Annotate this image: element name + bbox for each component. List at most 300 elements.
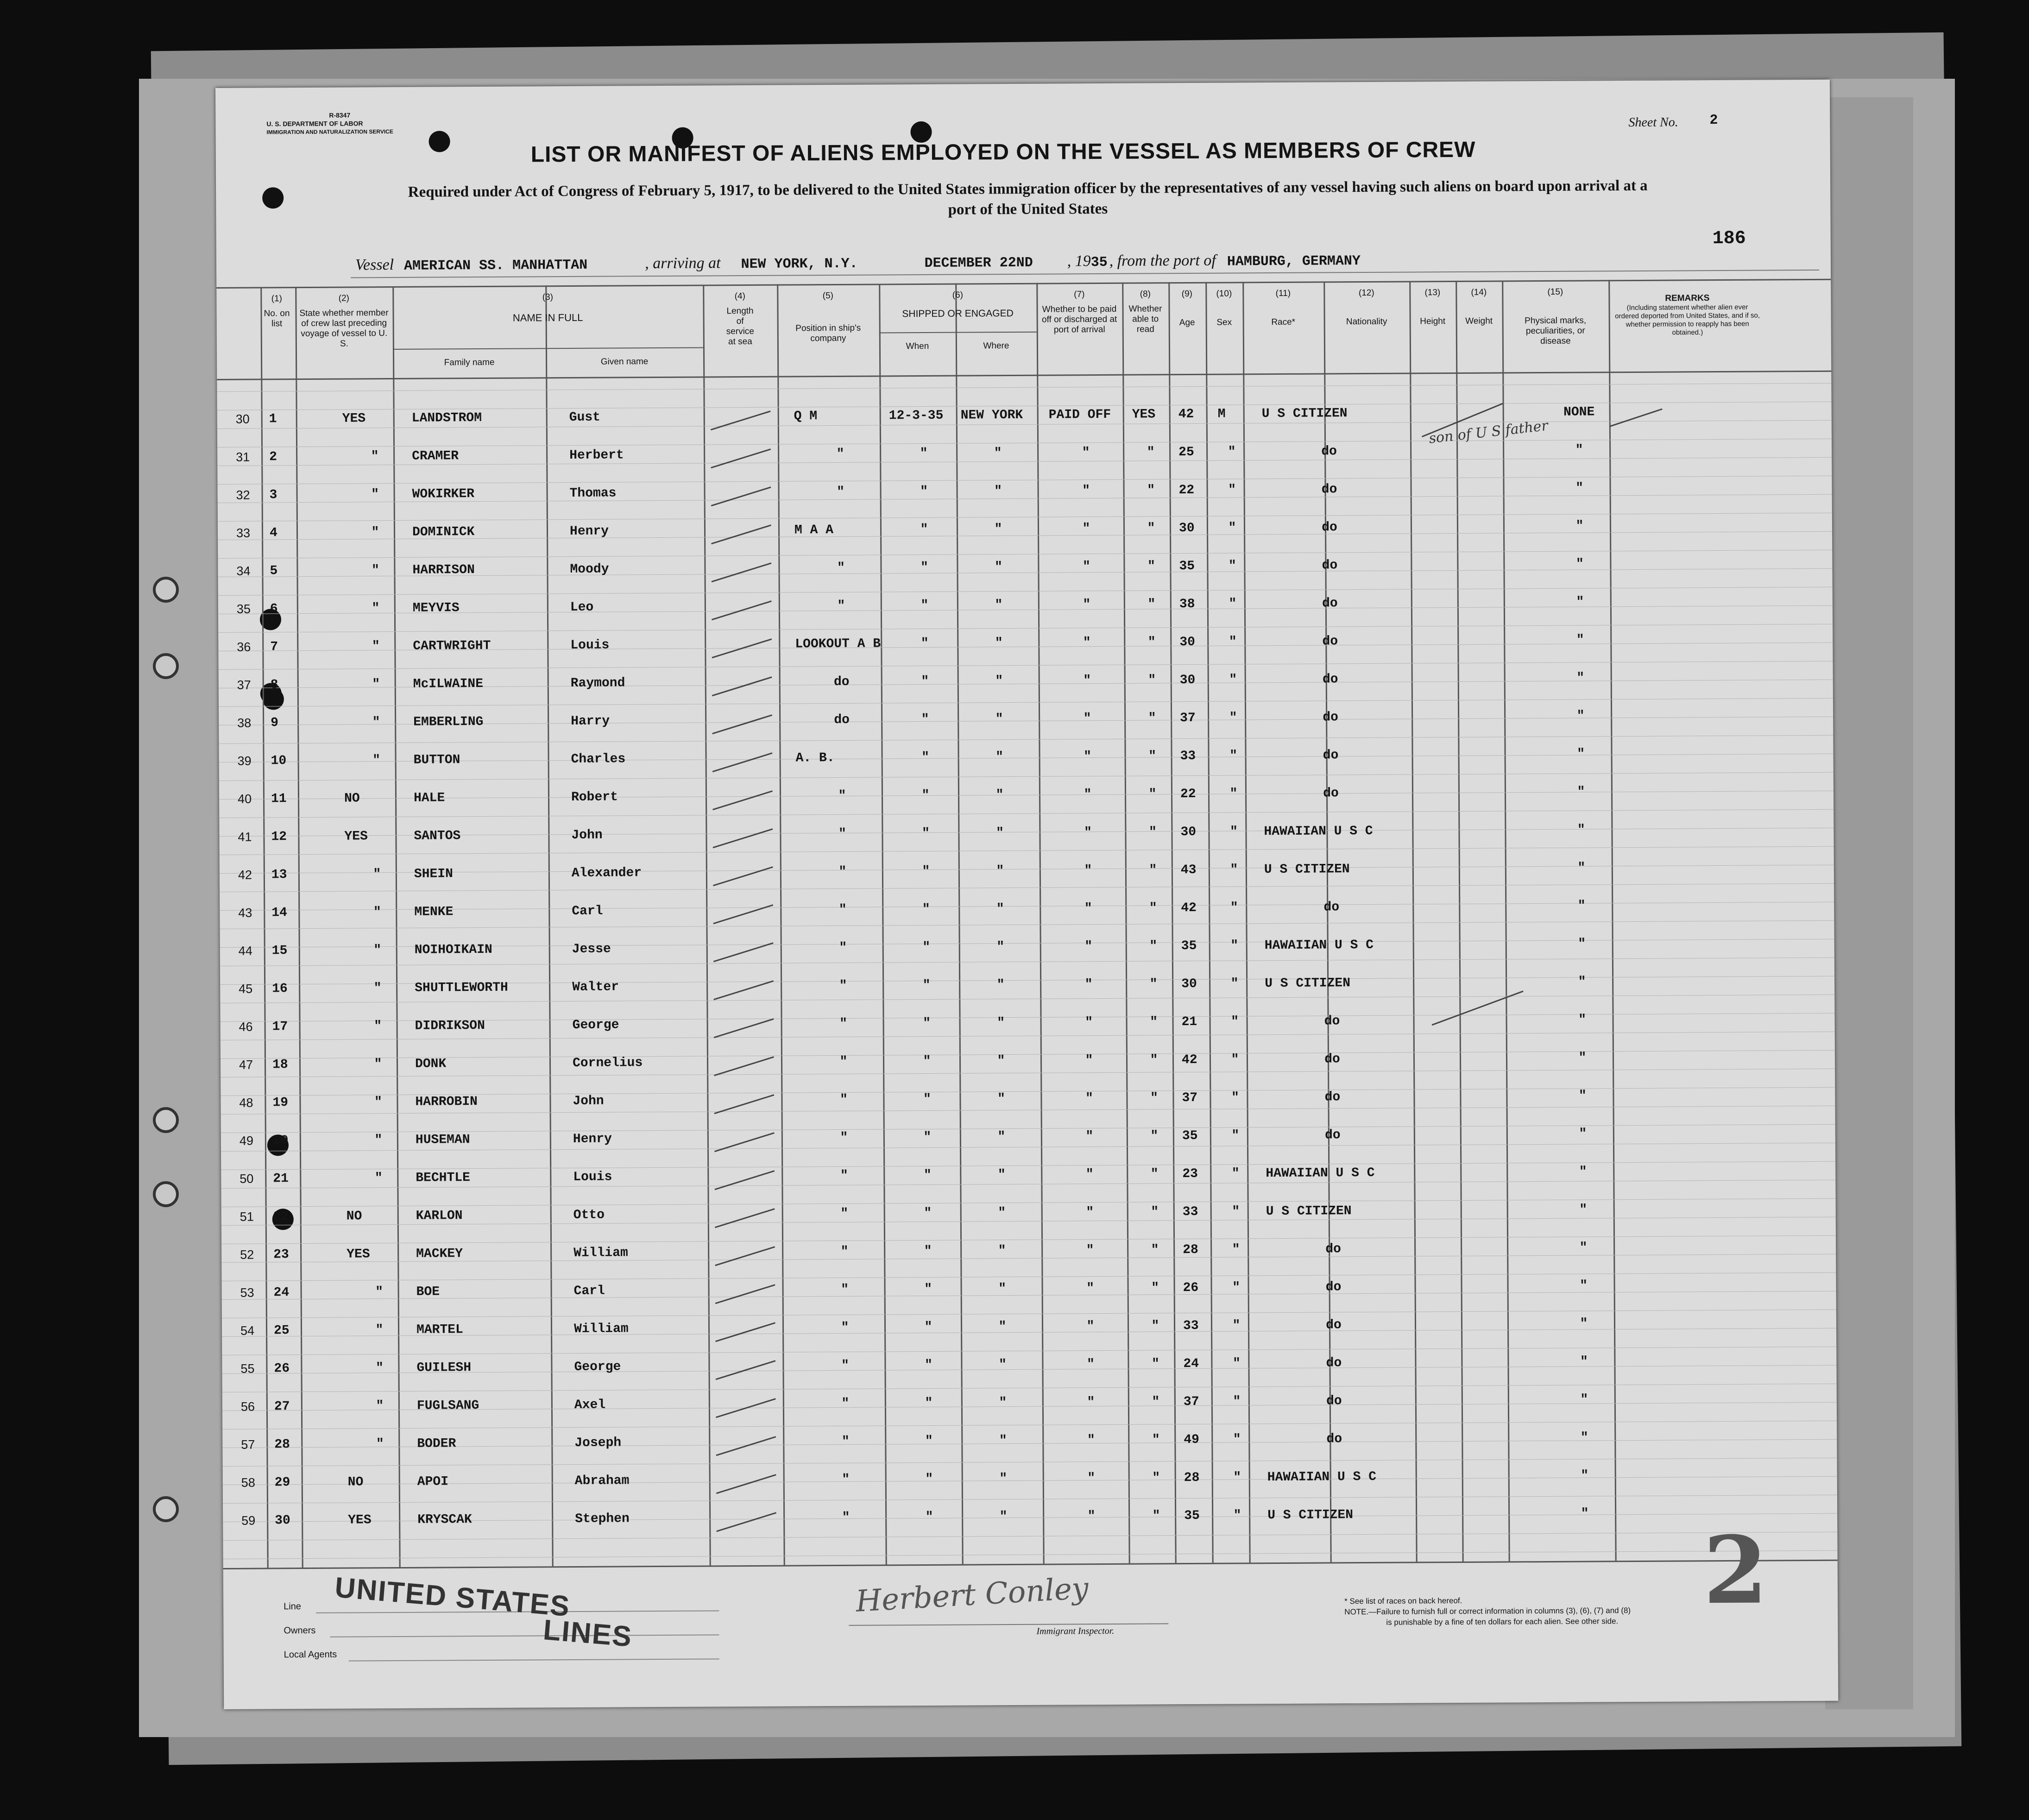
paid-off-status: " xyxy=(1087,1509,1096,1524)
service-tick-mark xyxy=(715,1284,775,1304)
ruling-line xyxy=(220,883,1834,892)
shipped-when: " xyxy=(922,902,930,917)
arriving-label: , arriving at xyxy=(645,254,721,272)
column-rule xyxy=(1456,281,1463,1562)
able-to-read: " xyxy=(1152,1395,1160,1410)
sex: " xyxy=(1229,673,1237,687)
physical-marks: " xyxy=(1578,1089,1587,1103)
physical-marks: NONE xyxy=(1563,405,1595,420)
position: " xyxy=(840,1168,848,1183)
binder-hole xyxy=(153,577,179,603)
age: 38 xyxy=(1179,597,1195,612)
paid-off-status: " xyxy=(1083,674,1091,688)
able-to-read: " xyxy=(1150,1015,1158,1030)
able-to-read: " xyxy=(1151,1205,1159,1220)
given-name: Axel xyxy=(574,1398,606,1412)
service-tick-mark xyxy=(712,790,773,810)
list-number: 20 xyxy=(272,1134,289,1148)
binder-hole xyxy=(153,1107,179,1133)
physical-marks: " xyxy=(1577,747,1585,762)
punch-hole xyxy=(428,131,450,152)
able-to-read: " xyxy=(1150,1167,1159,1182)
age: 24 xyxy=(1183,1356,1199,1372)
able-to-read: " xyxy=(1147,445,1155,460)
page-number: 186 xyxy=(1712,228,1746,250)
given-name: Leo xyxy=(570,600,594,615)
shipped-when: " xyxy=(920,484,928,499)
shipped-where: " xyxy=(995,674,1003,689)
ruling-line xyxy=(219,735,1833,744)
position: " xyxy=(840,1130,848,1145)
given-name-header: Given name xyxy=(600,357,649,367)
given-name: William xyxy=(573,1322,629,1336)
family-name: APOI xyxy=(417,1474,449,1489)
shipped-when: " xyxy=(925,1472,933,1487)
backing-sheet-edge xyxy=(1825,97,1913,1709)
family-name: BECHTLE xyxy=(416,1171,471,1185)
previous-voyage: " xyxy=(371,487,379,502)
position: " xyxy=(836,447,844,461)
race-nationality: do xyxy=(1323,710,1339,725)
position: " xyxy=(839,1016,848,1031)
shipped-where: " xyxy=(996,940,1005,955)
family-name: DIDRIKSON xyxy=(415,1018,485,1033)
sex: " xyxy=(1232,1318,1241,1333)
paid-off-status: " xyxy=(1082,560,1090,574)
col11-header xyxy=(1242,288,1323,327)
position: " xyxy=(840,1206,849,1221)
shipped-where: " xyxy=(999,1396,1007,1411)
col3-header xyxy=(392,291,703,324)
shipped-when: " xyxy=(920,560,928,575)
shipped-where: " xyxy=(994,522,1002,537)
shipped-where: NEW YORK xyxy=(960,408,1023,423)
family-name: SANTOS xyxy=(414,829,461,844)
service-tick-mark xyxy=(714,1056,774,1076)
able-to-read: " xyxy=(1150,1091,1158,1106)
able-to-read: " xyxy=(1147,521,1155,536)
family-name: HALE xyxy=(413,791,445,806)
row-margin-number: 33 xyxy=(236,526,251,540)
shipped-where: " xyxy=(999,1434,1007,1448)
physical-marks: " xyxy=(1575,443,1583,458)
race-nationality: do xyxy=(1323,900,1340,915)
service-tick-mark xyxy=(712,676,772,696)
list-number: 11 xyxy=(271,792,287,806)
able-to-read: " xyxy=(1147,597,1156,612)
shipped-when: " xyxy=(921,674,929,689)
ruling-line xyxy=(217,383,1831,392)
shipped-when: " xyxy=(924,1206,932,1221)
age: 30 xyxy=(1178,521,1195,536)
race-nationality: do xyxy=(1326,1432,1342,1447)
previous-voyage: " xyxy=(372,601,380,616)
row-margin-number: 31 xyxy=(236,450,250,464)
col2-label: State whether member of crew last preceding voyage of vessel to U. S. xyxy=(299,308,389,349)
able-to-read: " xyxy=(1147,559,1155,574)
family-name: KRYSCAK xyxy=(417,1512,472,1527)
shipped-where: " xyxy=(998,1358,1007,1373)
race-nationality: U S CITIZEN xyxy=(1265,976,1351,991)
shipped-where: " xyxy=(997,1130,1006,1145)
race-nationality: do xyxy=(1324,1090,1341,1105)
paid-off-status: " xyxy=(1086,1357,1095,1372)
shipped-when: " xyxy=(923,1054,931,1069)
race-footnote: * See list of races on back hereof. xyxy=(1344,1596,1462,1606)
physical-marks: " xyxy=(1580,1430,1588,1445)
list-number: 18 xyxy=(272,1058,288,1072)
given-name: Thomas xyxy=(569,486,617,501)
where-header: Where xyxy=(983,341,1009,351)
family-name: CARTWRIGHT xyxy=(413,638,491,654)
age: 28 xyxy=(1183,1242,1198,1258)
physical-marks: " xyxy=(1578,975,1586,989)
able-to-read: " xyxy=(1152,1471,1160,1486)
ruling-line xyxy=(220,920,1834,929)
physical-marks: " xyxy=(1580,1278,1588,1293)
physical-marks: " xyxy=(1577,899,1586,913)
given-name: Cornelius xyxy=(572,1056,643,1071)
previous-voyage: NO xyxy=(347,1475,364,1490)
previous-voyage: " xyxy=(374,1095,382,1110)
able-to-read: " xyxy=(1151,1357,1159,1372)
list-number: 29 xyxy=(274,1475,290,1490)
sex: " xyxy=(1230,976,1239,991)
service-tick-mark xyxy=(712,600,772,620)
list-number: 24 xyxy=(273,1285,290,1300)
previous-voyage: NO xyxy=(346,1209,362,1224)
row-margin-number: 37 xyxy=(237,678,251,692)
given-name: George xyxy=(572,1018,619,1033)
position: M A A xyxy=(794,523,834,538)
race-nationality: do xyxy=(1323,748,1339,763)
col8-num: (8) xyxy=(1140,289,1151,299)
sex: " xyxy=(1229,635,1237,649)
row-margin-number: 43 xyxy=(238,906,252,920)
col4-label: Length of service at sea xyxy=(726,306,755,347)
list-number: 8 xyxy=(270,678,278,693)
subtitle-line-2: port of the United States xyxy=(948,200,1108,218)
given-name: Walter xyxy=(572,980,619,995)
local-agents-label: Local Agents xyxy=(284,1649,337,1660)
shipped-where: " xyxy=(996,902,1004,917)
paid-off-status: " xyxy=(1086,1281,1095,1296)
given-name: Joseph xyxy=(574,1436,622,1450)
shipped-when: " xyxy=(921,712,929,727)
family-name: SHEIN xyxy=(414,867,453,882)
family-name: FUGLSANG xyxy=(416,1398,479,1413)
col5-label: Position in ship's company xyxy=(795,323,861,344)
row-margin-number: 56 xyxy=(240,1399,255,1414)
row-margin-number: 42 xyxy=(238,868,252,882)
given-name: Gust xyxy=(569,410,601,425)
service-tick-mark xyxy=(713,828,773,848)
position: " xyxy=(841,1396,850,1411)
col1-num: (1) xyxy=(271,294,283,304)
list-number: 21 xyxy=(273,1171,289,1186)
able-to-read: " xyxy=(1151,1319,1159,1334)
ruling-line xyxy=(221,1069,1835,1077)
when-header: When xyxy=(906,341,929,352)
paid-off-status: " xyxy=(1084,863,1092,878)
shipped-when: " xyxy=(923,1092,931,1107)
previous-voyage: " xyxy=(372,639,380,654)
shipped-when: " xyxy=(924,1320,933,1335)
service-tick-mark xyxy=(712,714,772,734)
company-stamp-line-2: LINES xyxy=(542,1614,634,1653)
col13-label: Height xyxy=(1420,316,1446,327)
physical-marks: " xyxy=(1578,1051,1587,1065)
race-nationality: do xyxy=(1322,634,1338,649)
shipped-when: " xyxy=(921,788,930,803)
able-to-read: " xyxy=(1147,483,1155,498)
remarks-note: (Including statement whether alien ever ordered deported from United States, and if so, whether permission to reapply has been obtained.) xyxy=(1615,303,1760,337)
previous-voyage: " xyxy=(375,1361,384,1376)
sex: " xyxy=(1233,1470,1241,1485)
service-tick-mark xyxy=(715,1208,775,1228)
family-name: HARRISON xyxy=(412,563,475,578)
physical-marks: " xyxy=(1575,519,1584,534)
physical-marks: " xyxy=(1576,633,1584,648)
position: " xyxy=(841,1320,849,1335)
physical-marks: " xyxy=(1576,671,1585,686)
family-name-header: Family name xyxy=(444,357,495,368)
family-name: McILWAINE xyxy=(413,676,484,692)
col13-header xyxy=(1409,288,1456,327)
line-label: Line xyxy=(284,1601,302,1612)
col14-header xyxy=(1456,287,1502,327)
row-margin-number: 57 xyxy=(241,1437,255,1452)
inspector-signature: Herbert Conley xyxy=(855,1571,1090,1619)
binder-hole xyxy=(153,1496,179,1522)
row-margin-number: 47 xyxy=(239,1058,253,1072)
physical-marks: " xyxy=(1577,823,1585,838)
col4-header xyxy=(703,291,777,347)
paid-off-status: " xyxy=(1086,1243,1094,1258)
age: 33 xyxy=(1180,749,1196,764)
shipped-when: " xyxy=(920,636,929,651)
handwritten-note: son of U S father xyxy=(1428,417,1549,447)
shipped-when: " xyxy=(922,978,931,993)
given-name: Henry xyxy=(569,524,609,539)
service-tick-mark xyxy=(716,1474,776,1494)
service-tick-mark xyxy=(711,524,771,544)
sex: " xyxy=(1229,711,1237,725)
previous-voyage: " xyxy=(376,1437,384,1452)
physical-marks: " xyxy=(1576,709,1585,724)
able-to-read: " xyxy=(1150,1129,1159,1144)
col15-header xyxy=(1502,287,1609,346)
paid-off-status: " xyxy=(1084,901,1092,916)
family-name: EMBERLING xyxy=(413,714,484,730)
row-margin-number: 48 xyxy=(239,1096,253,1110)
col9-num: (9) xyxy=(1181,289,1193,299)
col6-label: SHIPPED OR ENGAGED xyxy=(902,308,1014,320)
row-margin-number: 53 xyxy=(240,1285,254,1300)
race-nationality: U S CITIZEN xyxy=(1261,406,1348,422)
list-number: 30 xyxy=(275,1513,290,1528)
col2-header xyxy=(295,293,393,349)
given-name: Jesse xyxy=(572,942,611,957)
race-nationality: U S CITIZEN xyxy=(1266,1204,1352,1219)
age: 35 xyxy=(1179,559,1195,574)
sex: " xyxy=(1233,1394,1241,1409)
age: 42 xyxy=(1178,407,1194,422)
list-number: 15 xyxy=(271,944,288,958)
sex: M xyxy=(1217,407,1226,422)
ruling-line xyxy=(219,698,1833,707)
position: " xyxy=(838,826,846,841)
previous-voyage: NO xyxy=(344,791,360,806)
position: LOOKOUT A B xyxy=(795,636,881,652)
able-to-read: " xyxy=(1148,673,1156,688)
race-nationality: do xyxy=(1324,1014,1340,1029)
age: 37 xyxy=(1183,1394,1199,1410)
ruling-line xyxy=(222,1421,1837,1430)
race-nationality: do xyxy=(1322,558,1338,573)
shipped-when: " xyxy=(922,864,930,879)
previous-voyage: " xyxy=(374,1019,382,1034)
ruling-line xyxy=(223,1458,1837,1467)
list-number: 28 xyxy=(274,1437,290,1452)
age: 26 xyxy=(1183,1280,1199,1296)
shipped-where: " xyxy=(997,1168,1006,1183)
shipped-where: " xyxy=(997,1016,1005,1031)
position: " xyxy=(839,1054,848,1069)
row-margin-number: 55 xyxy=(240,1361,255,1376)
physical-marks: " xyxy=(1581,1506,1589,1521)
list-number: 17 xyxy=(272,1020,288,1034)
col14-num: (14) xyxy=(1471,287,1487,297)
shipped-when: " xyxy=(920,446,928,461)
given-name: Charles xyxy=(571,752,626,767)
shipped-where: " xyxy=(999,1472,1008,1486)
list-number: 19 xyxy=(272,1096,289,1110)
sex: " xyxy=(1229,825,1238,839)
row-margin-number: 46 xyxy=(239,1020,253,1034)
col8-header xyxy=(1122,289,1169,335)
paid-off-status: " xyxy=(1084,977,1093,992)
race-nationality: do xyxy=(1326,1318,1342,1333)
shipped-when: " xyxy=(925,1434,933,1449)
paid-off-status: " xyxy=(1085,1129,1094,1144)
physical-marks: " xyxy=(1579,1241,1588,1255)
col5-header xyxy=(777,291,879,344)
agents-underline xyxy=(349,1658,719,1661)
shipped-when: " xyxy=(920,598,929,613)
race-nationality: do xyxy=(1322,672,1338,687)
service-tick-mark xyxy=(716,1360,776,1380)
sex: " xyxy=(1231,1014,1239,1029)
able-to-read: " xyxy=(1147,635,1156,650)
family-name: BODER xyxy=(417,1436,456,1451)
shipped-when: " xyxy=(925,1396,933,1411)
able-to-read: " xyxy=(1149,863,1157,878)
sex: " xyxy=(1233,1508,1241,1523)
position: " xyxy=(841,1282,849,1297)
given-name: Louis xyxy=(573,1170,612,1184)
previous-voyage: " xyxy=(375,1285,384,1300)
position: " xyxy=(839,978,847,993)
ruling-line xyxy=(220,957,1834,966)
physical-marks: " xyxy=(1575,481,1584,496)
list-number: 3 xyxy=(269,488,277,503)
row-margin-number: 39 xyxy=(237,754,252,768)
col7-num: (7) xyxy=(1074,290,1085,300)
position: A. B. xyxy=(795,751,835,766)
race-nationality: do xyxy=(1325,1242,1342,1257)
vessel-line xyxy=(355,251,1361,274)
col15-label: Physical marks, peculiarities, or disease xyxy=(1525,315,1587,346)
race-nationality: do xyxy=(1321,444,1337,459)
ruling-line xyxy=(219,772,1834,781)
paid-off-status: " xyxy=(1085,1091,1093,1106)
able-to-read: " xyxy=(1152,1509,1160,1524)
sex: " xyxy=(1229,597,1237,611)
owners-label: Owners xyxy=(284,1625,316,1636)
previous-voyage: YES xyxy=(344,829,368,844)
sheet-number-large: 2 xyxy=(1703,1516,1768,1625)
paid-off-status: " xyxy=(1085,1053,1093,1068)
shipped-where: " xyxy=(998,1244,1006,1259)
age: 30 xyxy=(1179,635,1195,650)
age: 25 xyxy=(1178,445,1194,460)
col8-label: Whether able to read xyxy=(1128,304,1162,334)
col3-num: (3) xyxy=(542,292,554,302)
family-name: MEYVIS xyxy=(412,601,460,616)
given-name: Harry xyxy=(571,714,610,729)
row-margin-number: 52 xyxy=(240,1247,254,1262)
shipped-where: " xyxy=(995,712,1003,727)
race-nationality: HAWAIIAN U S C xyxy=(1264,824,1373,839)
form-title: LIST OR MANIFEST OF ALIENS EMPLOYED ON THE VESSEL AS MEMBERS OF CREW xyxy=(530,137,1476,167)
sex: " xyxy=(1228,445,1236,460)
sex: " xyxy=(1230,901,1238,915)
age: 33 xyxy=(1183,1318,1199,1334)
ruling-line xyxy=(219,661,1833,670)
family-name: CRAMER xyxy=(412,449,459,464)
shipped-where: " xyxy=(997,1054,1005,1069)
service-tick-mark xyxy=(714,1170,775,1190)
family-name: BUTTON xyxy=(413,753,460,768)
family-name: HUSEMAN xyxy=(415,1133,470,1147)
given-name: William xyxy=(573,1246,628,1260)
ruling-line xyxy=(220,846,1834,855)
shipped-when: " xyxy=(923,1168,932,1183)
shipped-where: " xyxy=(998,1206,1006,1221)
shipped-when: " xyxy=(920,522,928,537)
shipped-when: " xyxy=(924,1358,933,1373)
ruling-line xyxy=(220,995,1834,1003)
arriving-port: NEW YORK, N.Y. xyxy=(741,256,858,273)
ruling-line xyxy=(223,1550,1838,1559)
list-number: 14 xyxy=(271,906,288,920)
sex: " xyxy=(1232,1280,1241,1295)
race-nationality: do xyxy=(1324,1128,1341,1143)
paid-off-status: " xyxy=(1087,1395,1095,1410)
col5-num: (5) xyxy=(822,291,834,301)
departure-port: HAMBURG, GERMANY xyxy=(1227,253,1361,270)
arrival-date: DECEMBER 22ND xyxy=(924,255,1033,271)
shipped-where: " xyxy=(996,826,1004,841)
family-name: HARROBIN xyxy=(415,1095,478,1109)
sheet-number: 2 xyxy=(1709,113,1718,129)
previous-voyage: YES xyxy=(348,1513,372,1528)
inspector-label: Immigrant Inspector. xyxy=(1036,1625,1115,1637)
age: 49 xyxy=(1184,1432,1200,1448)
row-margin-number: 54 xyxy=(240,1323,255,1338)
sex: " xyxy=(1231,1052,1239,1067)
